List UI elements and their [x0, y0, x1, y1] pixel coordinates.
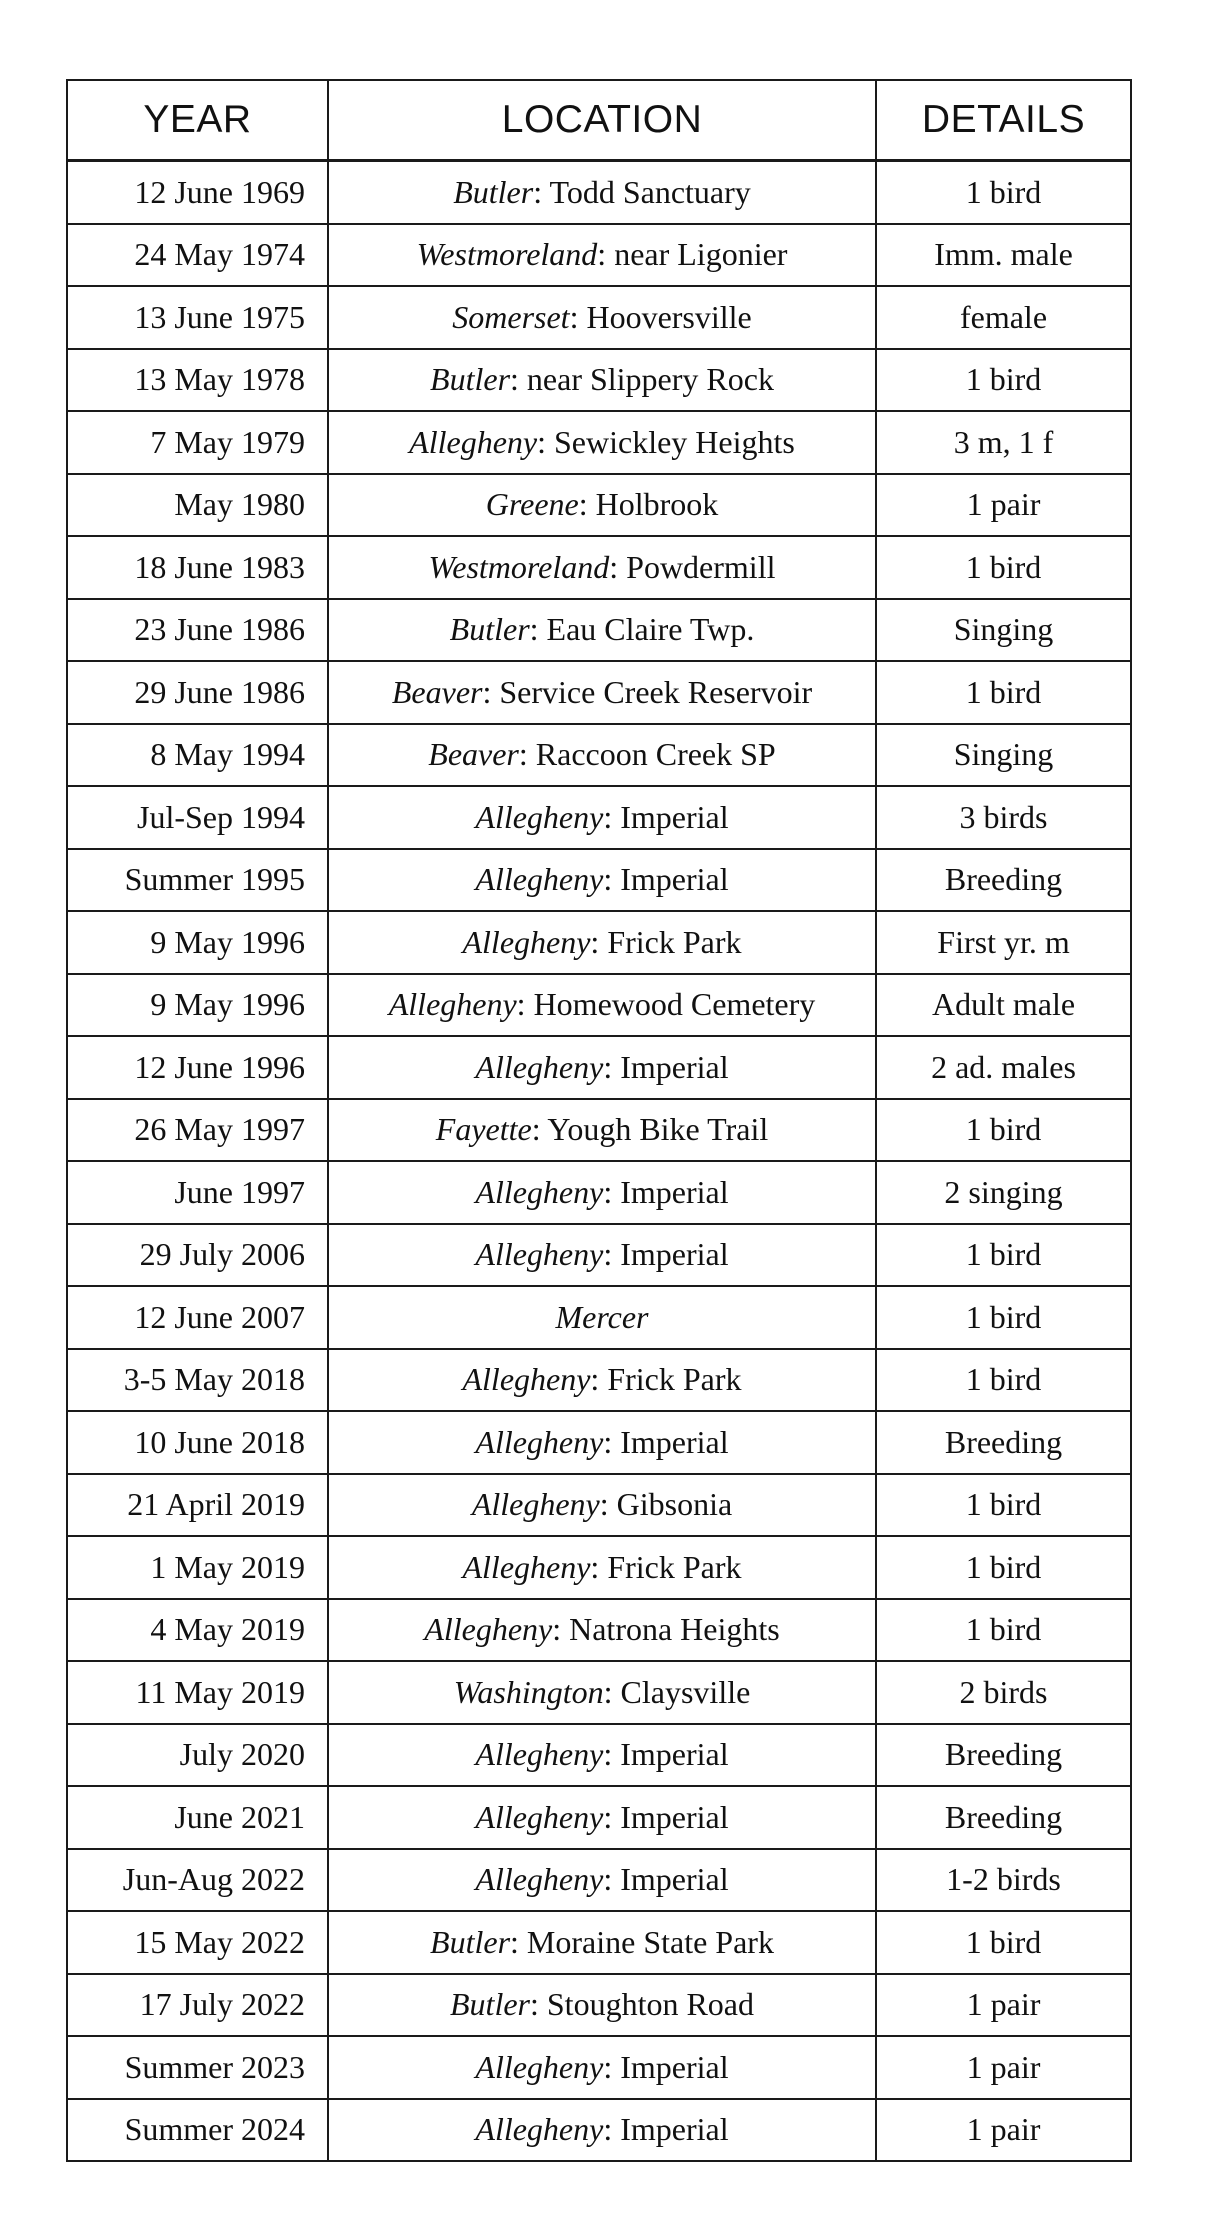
details-cell: 1 pair	[876, 1974, 1131, 2037]
place-name: Gibsonia	[616, 1486, 733, 1523]
table-row	[67, 1786, 1131, 1849]
place-name: Frick Park	[607, 1361, 742, 1398]
table-row	[67, 599, 1131, 662]
location-separator: :	[609, 548, 627, 585]
location-separator: :	[482, 673, 500, 710]
location-cell	[328, 1786, 876, 1849]
place-name: Powdermill	[626, 548, 776, 585]
place-name: Imperial	[620, 2048, 729, 2085]
details-cell: Breeding	[876, 1786, 1131, 1849]
year-column-header: YEAR	[67, 80, 328, 161]
county-name: Allegheny	[475, 861, 604, 898]
details-cell: 1 bird	[876, 1349, 1131, 1412]
details-cell: 1 bird	[876, 1911, 1131, 1974]
location-separator: :	[537, 423, 554, 460]
table-row	[67, 1849, 1131, 1912]
details-cell: 1 bird	[876, 1536, 1131, 1599]
location-separator: :	[533, 173, 550, 210]
location-separator: :	[552, 1611, 570, 1648]
details-cell: Singing	[876, 724, 1131, 787]
table-row	[67, 474, 1131, 537]
county-name: Allegheny	[409, 423, 538, 460]
location-cell	[328, 1599, 876, 1662]
details-cell: 1 pair	[876, 2036, 1131, 2099]
details-cell: 1 bird	[876, 1599, 1131, 1662]
year-cell: 24 May 1974	[67, 224, 328, 287]
location-cell	[328, 349, 876, 412]
location-separator: :	[529, 1986, 547, 2023]
table-row	[67, 1036, 1131, 1099]
location-cell	[328, 286, 876, 349]
location-cell	[328, 1349, 876, 1412]
table-row	[67, 1099, 1131, 1162]
place-name: Service Creek Reservoir	[499, 673, 813, 710]
place-name: Imperial	[620, 1173, 729, 1210]
table-row	[67, 1474, 1131, 1537]
county-name: Butler	[449, 611, 530, 648]
details-cell: 2 birds	[876, 1661, 1131, 1724]
year-cell: 17 July 2022	[67, 1974, 328, 2037]
details-cell: Breeding	[876, 849, 1131, 912]
place-name: near Ligonier	[614, 236, 788, 273]
details-cell: 1 bird	[876, 1224, 1131, 1287]
details-cell: 1 pair	[876, 474, 1131, 537]
table-row	[67, 536, 1131, 599]
location-cell	[328, 411, 876, 474]
location-separator: :	[603, 798, 621, 835]
details-cell: Singing	[876, 599, 1131, 662]
details-cell: 1 bird	[876, 1286, 1131, 1349]
county-name: Greene	[485, 486, 579, 523]
county-name: Allegheny	[475, 1798, 604, 1835]
table-row	[67, 1349, 1131, 1412]
year-cell: 26 May 1997	[67, 1099, 328, 1162]
place-name: Imperial	[620, 861, 729, 898]
table-row	[67, 349, 1131, 412]
year-cell: 15 May 2022	[67, 1911, 328, 1974]
place-name: Hooversville	[586, 298, 752, 335]
county-name: Allegheny	[424, 1611, 553, 1648]
table-body	[67, 161, 1131, 2162]
county-name: Beaver	[428, 736, 519, 773]
table-row	[67, 2036, 1131, 2099]
place-name: Eau Claire Twp.	[546, 611, 755, 648]
details-cell: Breeding	[876, 1724, 1131, 1787]
details-cell: 2 ad. males	[876, 1036, 1131, 1099]
location-separator: :	[603, 1423, 621, 1460]
details-cell: 1 bird	[876, 536, 1131, 599]
table-row	[67, 1661, 1131, 1724]
table-row	[67, 286, 1131, 349]
details-cell: 1-2 birds	[876, 1849, 1131, 1912]
location-cell	[328, 224, 876, 287]
county-name: Allegheny	[388, 986, 517, 1023]
county-name: Butler	[430, 361, 511, 398]
details-cell: 1 pair	[876, 2099, 1131, 2162]
location-cell	[328, 2036, 876, 2099]
year-cell: 29 June 1986	[67, 661, 328, 724]
table-row	[67, 724, 1131, 787]
location-cell	[328, 2099, 876, 2162]
details-cell: Adult male	[876, 974, 1131, 1037]
details-column-header: DETAILS	[876, 80, 1131, 161]
location-cell	[328, 1849, 876, 1912]
location-cell	[328, 474, 876, 537]
location-separator: :	[603, 1236, 621, 1273]
details-cell: 3 birds	[876, 786, 1131, 849]
county-name: Fayette	[435, 1111, 532, 1148]
year-cell: 18 June 1983	[67, 536, 328, 599]
location-separator: :	[590, 923, 608, 960]
place-name: Frick Park	[607, 923, 742, 960]
location-cell	[328, 161, 876, 224]
year-cell: 12 June 2007	[67, 1286, 328, 1349]
location-separator: :	[599, 1486, 617, 1523]
location-cell	[328, 1099, 876, 1162]
place-name: Imperial	[620, 1236, 729, 1273]
table-row	[67, 974, 1131, 1037]
county-name: Allegheny	[462, 1548, 591, 1585]
year-cell: 23 June 1986	[67, 599, 328, 662]
place-name: Homewood Cemetery	[533, 986, 816, 1023]
county-name: Allegheny	[475, 2111, 604, 2148]
year-cell: May 1980	[67, 474, 328, 537]
county-name: Allegheny	[475, 2048, 604, 2085]
year-cell: 10 June 2018	[67, 1411, 328, 1474]
year-cell: 8 May 1994	[67, 724, 328, 787]
location-cell	[328, 599, 876, 662]
county-name: Mercer	[555, 1298, 649, 1335]
location-cell	[328, 1536, 876, 1599]
place-name: Stoughton Road	[546, 1986, 754, 2023]
county-name: Somerset	[452, 298, 570, 335]
location-cell	[328, 661, 876, 724]
table-row	[67, 661, 1131, 724]
county-name: Butler	[430, 1923, 511, 1960]
table-row	[67, 786, 1131, 849]
place-name: Holbrook	[595, 486, 719, 523]
county-name: Allegheny	[475, 1861, 604, 1898]
table-row	[67, 1911, 1131, 1974]
location-separator: :	[510, 1923, 527, 1960]
location-separator: :	[603, 861, 621, 898]
location-separator: :	[603, 1861, 621, 1898]
details-cell: 2 singing	[876, 1161, 1131, 1224]
details-cell: 1 bird	[876, 661, 1131, 724]
year-cell: 9 May 1996	[67, 911, 328, 974]
location-separator: :	[603, 1736, 621, 1773]
year-cell: Jul-Sep 1994	[67, 786, 328, 849]
location-separator: :	[531, 1111, 548, 1148]
location-separator: :	[578, 486, 596, 523]
location-cell	[328, 1161, 876, 1224]
place-name: near Slippery Rock	[526, 361, 774, 398]
county-name: Butler	[453, 173, 534, 210]
table-row	[67, 2099, 1131, 2162]
county-name: Allegheny	[471, 1486, 600, 1523]
county-name: Allegheny	[475, 1173, 604, 1210]
location-cell	[328, 974, 876, 1037]
county-name: Allegheny	[462, 1361, 591, 1398]
location-separator: :	[597, 236, 615, 273]
details-cell: First yr. m	[876, 911, 1131, 974]
location-cell	[328, 1036, 876, 1099]
place-name: Imperial	[620, 1736, 729, 1773]
table-row	[67, 911, 1131, 974]
place-name: Imperial	[620, 1861, 729, 1898]
details-cell: 1 bird	[876, 349, 1131, 412]
location-cell	[328, 1224, 876, 1287]
year-cell: 21 April 2019	[67, 1474, 328, 1537]
place-name: Moraine State Park	[526, 1923, 774, 1960]
table-row	[67, 1286, 1131, 1349]
year-cell: 12 June 1969	[67, 161, 328, 224]
year-cell: 13 June 1975	[67, 286, 328, 349]
location-separator: :	[603, 2048, 621, 2085]
table-row	[67, 1974, 1131, 2037]
county-name: Westmoreland	[428, 548, 610, 585]
place-name: Imperial	[620, 1048, 729, 1085]
county-name: Washington	[453, 1673, 604, 1710]
place-name: Frick Park	[607, 1548, 742, 1585]
year-cell: Summer 1995	[67, 849, 328, 912]
location-cell	[328, 911, 876, 974]
details-cell: 1 bird	[876, 1099, 1131, 1162]
location-separator: :	[603, 2111, 621, 2148]
year-cell: 1 May 2019	[67, 1536, 328, 1599]
details-cell: female	[876, 286, 1131, 349]
table-row	[67, 224, 1131, 287]
table-row	[67, 1724, 1131, 1787]
year-cell: 7 May 1979	[67, 411, 328, 474]
place-name: Todd Sanctuary	[549, 173, 751, 210]
place-name: Sewickley Heights	[553, 423, 795, 460]
year-cell: Summer 2023	[67, 2036, 328, 2099]
location-cell	[328, 1661, 876, 1724]
location-cell	[328, 786, 876, 849]
year-cell: 29 July 2006	[67, 1224, 328, 1287]
location-cell	[328, 1411, 876, 1474]
place-name: Raccoon Creek SP	[535, 736, 776, 773]
location-cell	[328, 1974, 876, 2037]
table-row	[67, 411, 1131, 474]
location-column-header: LOCATION	[328, 80, 876, 161]
records-table	[66, 79, 1132, 2162]
table-row	[67, 161, 1131, 224]
year-cell: 12 June 1996	[67, 1036, 328, 1099]
county-name: Westmoreland	[416, 236, 598, 273]
year-cell: June 2021	[67, 1786, 328, 1849]
year-cell: 4 May 2019	[67, 1599, 328, 1662]
location-cell	[328, 1724, 876, 1787]
details-cell: 3 m, 1 f	[876, 411, 1131, 474]
year-cell: 13 May 1978	[67, 349, 328, 412]
place-name: Natrona Heights	[569, 1611, 780, 1648]
county-name: Allegheny	[462, 923, 591, 960]
details-cell: Imm. male	[876, 224, 1131, 287]
table-row	[67, 1224, 1131, 1287]
table-row	[67, 1536, 1131, 1599]
location-cell	[328, 1286, 876, 1349]
location-separator: :	[516, 986, 534, 1023]
year-cell: 11 May 2019	[67, 1661, 328, 1724]
year-cell: 3-5 May 2018	[67, 1349, 328, 1412]
county-name: Butler	[450, 1986, 530, 2023]
location-cell	[328, 849, 876, 912]
year-cell: July 2020	[67, 1724, 328, 1787]
details-cell: 1 bird	[876, 161, 1131, 224]
location-separator: :	[569, 298, 587, 335]
place-name: Imperial	[620, 798, 729, 835]
place-name: Imperial	[620, 1798, 729, 1835]
table-row	[67, 1599, 1131, 1662]
county-name: Beaver	[391, 673, 483, 710]
location-separator: :	[590, 1361, 608, 1398]
county-name: Allegheny	[475, 1048, 604, 1085]
year-cell: Jun-Aug 2022	[67, 1849, 328, 1912]
location-cell	[328, 1474, 876, 1537]
header-row	[67, 80, 1131, 161]
place-name: Imperial	[620, 1423, 729, 1460]
location-separator: :	[603, 1798, 621, 1835]
details-cell: 1 bird	[876, 1474, 1131, 1537]
table-row	[67, 1161, 1131, 1224]
location-separator: :	[603, 1673, 621, 1710]
county-name: Allegheny	[475, 1736, 604, 1773]
county-name: Allegheny	[475, 798, 604, 835]
place-name: Imperial	[620, 2111, 729, 2148]
location-cell	[328, 1911, 876, 1974]
location-separator: :	[603, 1173, 621, 1210]
location-cell	[328, 724, 876, 787]
county-name: Allegheny	[475, 1423, 604, 1460]
details-cell: Breeding	[876, 1411, 1131, 1474]
location-cell	[328, 536, 876, 599]
location-separator: :	[590, 1548, 608, 1585]
location-separator: :	[510, 361, 527, 398]
table-row	[67, 849, 1131, 912]
place-name: Claysville	[620, 1673, 751, 1710]
location-separator: :	[529, 611, 547, 648]
county-name: Allegheny	[475, 1236, 604, 1273]
location-separator: :	[518, 736, 536, 773]
table-row	[67, 1411, 1131, 1474]
table-header	[67, 80, 1131, 161]
year-cell: Summer 2024	[67, 2099, 328, 2162]
location-separator: :	[603, 1048, 621, 1085]
year-cell: June 1997	[67, 1161, 328, 1224]
place-name: Yough Bike Trail	[547, 1111, 769, 1148]
year-cell: 9 May 1996	[67, 974, 328, 1037]
